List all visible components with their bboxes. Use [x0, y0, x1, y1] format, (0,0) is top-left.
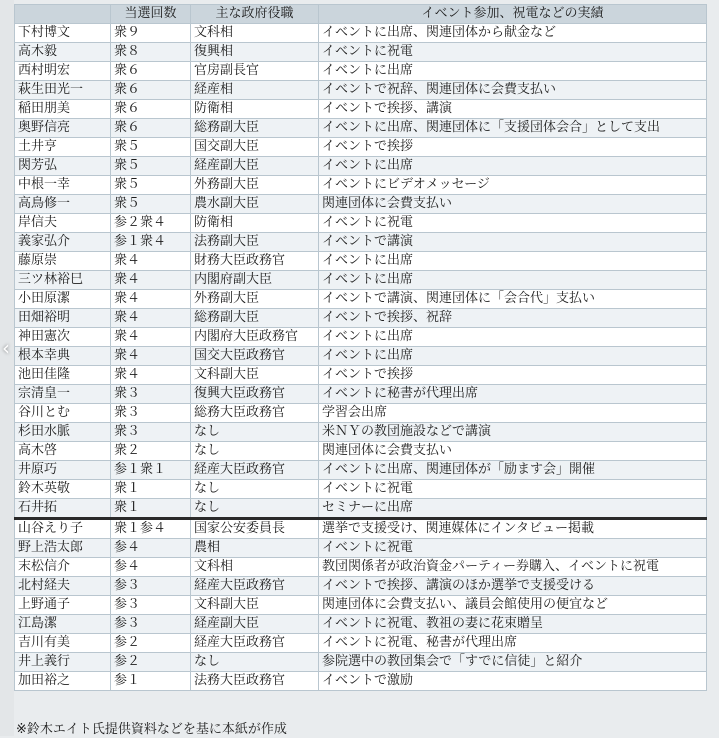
cell-post: 防衛相 — [191, 214, 319, 233]
cell-post: 農相 — [191, 539, 319, 558]
politician-table — [14, 4, 707, 691]
cell-terms: 衆４ — [111, 347, 191, 366]
cell-post: 総務大臣政務官 — [191, 404, 319, 423]
cell-name: 上野通子 — [15, 596, 111, 615]
table-row — [15, 385, 707, 404]
cell-record: 米ＮＹの教団施設などで講演 — [319, 423, 707, 442]
cell-post: 財務大臣政務官 — [191, 252, 319, 271]
cell-post: なし — [191, 499, 319, 519]
cell-terms: 参４ — [111, 539, 191, 558]
cell-record: イベントに祝電、教祖の妻に花束贈呈 — [319, 615, 707, 634]
cell-terms: 衆５ — [111, 157, 191, 176]
cell-post: 国交大臣政務官 — [191, 347, 319, 366]
cell-terms: 衆６ — [111, 81, 191, 100]
cell-name: 末松信介 — [15, 558, 111, 577]
cell-terms: 衆３ — [111, 385, 191, 404]
table-row — [15, 252, 707, 271]
cell-record: イベントに出席 — [319, 157, 707, 176]
table-header-row — [15, 5, 707, 24]
cell-terms: 衆４ — [111, 290, 191, 309]
cell-name: 三ツ林裕巳 — [15, 271, 111, 290]
cell-record: イベントで祝辞、関連団体に会費支払い — [319, 81, 707, 100]
table-row — [15, 328, 707, 347]
cell-name: 石井拓 — [15, 499, 111, 519]
cell-terms: 衆１参４ — [111, 519, 191, 539]
cell-name: 奥野信亮 — [15, 119, 111, 138]
cell-name: 宗清皇一 — [15, 385, 111, 404]
cell-terms: 参３ — [111, 577, 191, 596]
cell-terms: 衆５ — [111, 138, 191, 157]
table-row — [15, 43, 707, 62]
cell-name: 池田佳隆 — [15, 366, 111, 385]
header-name — [15, 5, 111, 24]
cell-record: イベントで挨拶 — [319, 138, 707, 157]
cell-post: 外務副大臣 — [191, 176, 319, 195]
cell-name: 吉川有美 — [15, 634, 111, 653]
cell-name: 関芳弘 — [15, 157, 111, 176]
table-row — [15, 81, 707, 100]
cell-record: イベントに秘書が代理出席 — [319, 385, 707, 404]
cell-record: イベントに出席、関連団体から献金など — [319, 24, 707, 43]
cell-terms: 参１衆１ — [111, 461, 191, 480]
cell-terms: 衆５ — [111, 195, 191, 214]
table-row — [15, 539, 707, 558]
table-row — [15, 233, 707, 252]
cell-terms: 参２衆４ — [111, 214, 191, 233]
cell-terms: 衆４ — [111, 328, 191, 347]
cell-terms: 衆４ — [111, 366, 191, 385]
cell-post: 国交副大臣 — [191, 138, 319, 157]
cell-terms: 参２ — [111, 634, 191, 653]
table-row — [15, 404, 707, 423]
cell-record: 関連団体に会費支払い、議員会館使用の便宜など — [319, 596, 707, 615]
cell-terms: 参１衆４ — [111, 233, 191, 252]
cell-post: 経産相 — [191, 81, 319, 100]
header-post: 主な政府役職 — [191, 5, 319, 24]
cell-terms: 衆１ — [111, 499, 191, 519]
cell-terms: 衆９ — [111, 24, 191, 43]
cell-name: 野上浩太郎 — [15, 539, 111, 558]
table-row — [15, 519, 707, 539]
cell-name: 小田原潔 — [15, 290, 111, 309]
cell-record: イベントに出席、関連団体が「励ます会」開催 — [319, 461, 707, 480]
cell-post: 復興大臣政務官 — [191, 385, 319, 404]
cell-name: 岸信夫 — [15, 214, 111, 233]
cell-record: イベントに出席、関連団体に「支援団体会合」として支出 — [319, 119, 707, 138]
cell-record: イベントに出席 — [319, 328, 707, 347]
cell-post: 経産副大臣 — [191, 615, 319, 634]
cell-name: 下村博文 — [15, 24, 111, 43]
cell-terms: 衆６ — [111, 119, 191, 138]
table-row — [15, 442, 707, 461]
cell-terms: 衆５ — [111, 176, 191, 195]
chevron-left-icon[interactable]: ‹ — [2, 336, 10, 360]
cell-record: 関連団体に会費支払い — [319, 195, 707, 214]
cell-record: イベントで挨拶、講演のほか選挙で支援受ける — [319, 577, 707, 596]
cell-post: 法務副大臣 — [191, 233, 319, 252]
cell-post: 文科相 — [191, 24, 319, 43]
table-row — [15, 634, 707, 653]
cell-name: 田畑裕明 — [15, 309, 111, 328]
cell-record: イベントにビデオメッセージ — [319, 176, 707, 195]
table-row — [15, 138, 707, 157]
cell-post: 総務副大臣 — [191, 119, 319, 138]
cell-post: 総務副大臣 — [191, 309, 319, 328]
cell-terms: 衆１ — [111, 480, 191, 499]
cell-post: 法務大臣政務官 — [191, 672, 319, 691]
cell-name: 稲田朋美 — [15, 100, 111, 119]
table-row — [15, 558, 707, 577]
cell-record: イベントに出席 — [319, 252, 707, 271]
cell-post: 経産大臣政務官 — [191, 634, 319, 653]
cell-record: セミナーに出席 — [319, 499, 707, 519]
cell-terms: 衆２ — [111, 442, 191, 461]
cell-name: 神田憲次 — [15, 328, 111, 347]
table-row — [15, 176, 707, 195]
cell-record: イベントで講演 — [319, 233, 707, 252]
cell-record: イベントに祝電 — [319, 214, 707, 233]
cell-name: 杉田水脈 — [15, 423, 111, 442]
table-row — [15, 577, 707, 596]
cell-record: イベントで挨拶、講演 — [319, 100, 707, 119]
cell-post: なし — [191, 480, 319, 499]
table-row — [15, 290, 707, 309]
cell-terms: 衆６ — [111, 62, 191, 81]
cell-record: イベントに出席 — [319, 62, 707, 81]
cell-post: 防衛相 — [191, 100, 319, 119]
table-row — [15, 461, 707, 480]
table-row — [15, 672, 707, 691]
cell-name: 根本幸典 — [15, 347, 111, 366]
cell-terms: 衆３ — [111, 423, 191, 442]
cell-name: 井上義行 — [15, 653, 111, 672]
header-record: イベント参加、祝電などの実績 — [319, 5, 707, 24]
table-row — [15, 62, 707, 81]
cell-name: 高木啓 — [15, 442, 111, 461]
cell-terms: 参２ — [111, 653, 191, 672]
footnote: ※鈴木エイト氏提供資料などを基に本紙が作成 — [16, 722, 287, 737]
cell-name: 高木毅 — [15, 43, 111, 62]
table-row — [15, 119, 707, 138]
cell-terms: 衆４ — [111, 309, 191, 328]
cell-name: 江島潔 — [15, 615, 111, 634]
table-row — [15, 214, 707, 233]
table-row — [15, 423, 707, 442]
table-row — [15, 596, 707, 615]
cell-post: 経産大臣政務官 — [191, 461, 319, 480]
cell-post: 国家公安委員長 — [191, 519, 319, 539]
cell-post: 文科副大臣 — [191, 366, 319, 385]
table-row — [15, 309, 707, 328]
cell-name: 藤原崇 — [15, 252, 111, 271]
cell-record: イベントで激励 — [319, 672, 707, 691]
cell-record: イベントに祝電 — [319, 539, 707, 558]
cell-terms: 参３ — [111, 615, 191, 634]
cell-name: 土井亨 — [15, 138, 111, 157]
cell-terms: 衆８ — [111, 43, 191, 62]
cell-name: 北村経夫 — [15, 577, 111, 596]
table-row — [15, 271, 707, 290]
cell-name: 山谷えり子 — [15, 519, 111, 539]
cell-terms: 参３ — [111, 596, 191, 615]
cell-post: 農水副大臣 — [191, 195, 319, 214]
table-row — [15, 653, 707, 672]
cell-post: なし — [191, 653, 319, 672]
table-row — [15, 157, 707, 176]
cell-record: イベントで挨拶 — [319, 366, 707, 385]
cell-name: 高鳥修一 — [15, 195, 111, 214]
header-terms: 当選回数 — [111, 5, 191, 24]
cell-post: 文科相 — [191, 558, 319, 577]
cell-name: 義家弘介 — [15, 233, 111, 252]
table-row — [15, 24, 707, 43]
cell-name: 加田裕之 — [15, 672, 111, 691]
cell-record: イベントに出席 — [319, 271, 707, 290]
cell-post: なし — [191, 442, 319, 461]
cell-name: 井原巧 — [15, 461, 111, 480]
cell-post: 内閣府副大臣 — [191, 271, 319, 290]
cell-terms: 衆４ — [111, 252, 191, 271]
cell-name: 萩生田光一 — [15, 81, 111, 100]
cell-terms: 衆６ — [111, 100, 191, 119]
results-table-sheet — [14, 4, 706, 691]
cell-terms: 参４ — [111, 558, 191, 577]
cell-record: イベントに祝電、秘書が代理出席 — [319, 634, 707, 653]
viewer-left-edge — [0, 0, 14, 736]
cell-record: 関連団体に会費支払い — [319, 442, 707, 461]
cell-post: 官房副長官 — [191, 62, 319, 81]
cell-terms: 衆３ — [111, 404, 191, 423]
cell-name: 谷川とむ — [15, 404, 111, 423]
cell-post: 内閣府大臣政務官 — [191, 328, 319, 347]
cell-record: イベントに祝電 — [319, 480, 707, 499]
cell-name: 中根一幸 — [15, 176, 111, 195]
cell-name: 西村明宏 — [15, 62, 111, 81]
table-row — [15, 480, 707, 499]
cell-record: 選挙で支援受け、関連媒体にインタビュー掲載 — [319, 519, 707, 539]
cell-name: 鈴木英敬 — [15, 480, 111, 499]
table-row — [15, 499, 707, 519]
table-row — [15, 195, 707, 214]
cell-post: 経産副大臣 — [191, 157, 319, 176]
cell-record: 参院選中の教団集会で「すでに信徒」と紹介 — [319, 653, 707, 672]
cell-post: 経産大臣政務官 — [191, 577, 319, 596]
cell-terms: 衆４ — [111, 271, 191, 290]
table-row — [15, 100, 707, 119]
cell-post: 文科副大臣 — [191, 596, 319, 615]
cell-record: イベントに祝電 — [319, 43, 707, 62]
cell-post: 復興相 — [191, 43, 319, 62]
table-row — [15, 366, 707, 385]
cell-terms: 参１ — [111, 672, 191, 691]
cell-record: イベントに出席 — [319, 347, 707, 366]
cell-post: 外務副大臣 — [191, 290, 319, 309]
cell-record: イベントで挨拶、祝辞 — [319, 309, 707, 328]
cell-record: 学習会出席 — [319, 404, 707, 423]
cell-record: イベントで講演、関連団体に「会合代」支払い — [319, 290, 707, 309]
table-row — [15, 347, 707, 366]
cell-record: 教団関係者が政治資金パーティー券購入、イベントに祝電 — [319, 558, 707, 577]
cell-post: なし — [191, 423, 319, 442]
table-row — [15, 615, 707, 634]
